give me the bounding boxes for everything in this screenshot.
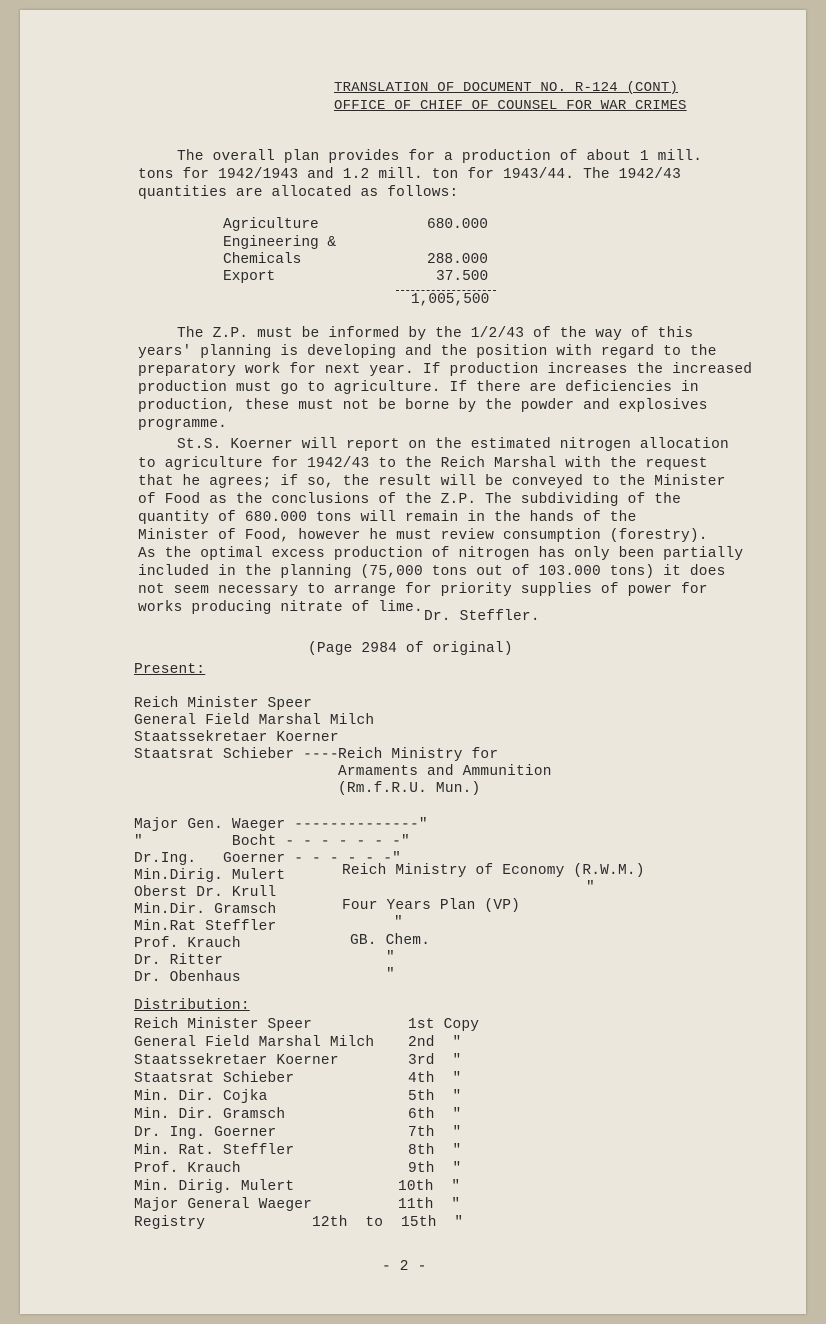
attendee: Prof. Krauch (134, 936, 241, 952)
allocation-label: Engineering & (223, 235, 337, 251)
para2-line: As the optimal excess production of nitrogen has only been partially (138, 546, 744, 562)
distribution-copy: 6th " (408, 1107, 462, 1123)
header-line-2: OFFICE OF CHIEF OF COUNSEL FOR WAR CRIMES (334, 98, 687, 114)
distribution-name: Min. Dirig. Mulert (134, 1179, 295, 1195)
para2-line: of Food as the conclusions of the Z.P. The subdividing of the (138, 492, 681, 508)
attendee: Major Gen. Waeger --------------" (134, 817, 428, 833)
distribution-copy: 3rd " (408, 1053, 462, 1069)
distribution-name: Prof. Krauch (134, 1161, 241, 1177)
attendee-org: Reich Ministry of Economy (R.W.M.) (342, 863, 645, 879)
attendee: Dr. Ritter (134, 953, 224, 969)
distribution-name: Dr. Ing. Goerner (134, 1125, 277, 1141)
page-note: (Page 2984 of original) (308, 641, 513, 657)
distribution-copy: 2nd " (408, 1035, 462, 1051)
para1-line: production must go to agriculture. If there are deficiencies in (138, 380, 699, 396)
attendee: " Bocht - - - - - - -" (134, 834, 410, 850)
distribution-copy: 10th " (398, 1179, 461, 1195)
distribution-name: Min. Dir. Gramsch (134, 1107, 286, 1123)
para2-line: works producing nitrate of lime. (138, 600, 423, 616)
present-heading: Present: (134, 662, 206, 678)
ministry-line: (Rm.f.R.U. Mun.) (338, 781, 481, 797)
allocation-value: 37.500 (436, 269, 489, 285)
allocation-total: 1,005,500 (411, 292, 490, 308)
ministry-line: Reich Ministry for (338, 747, 499, 763)
para1-line: programme. (138, 416, 228, 432)
para2-line: quantity of 680.000 tons will remain in the hands of the (138, 510, 637, 526)
distribution-name: Min. Dir. Cojka (134, 1089, 268, 1105)
allocation-value: 288.000 (427, 252, 488, 268)
distribution-name: Registry (134, 1215, 206, 1231)
attendee-org: Four Years Plan (VP) (342, 898, 521, 914)
distribution-copy: 12th to 15th " (312, 1215, 464, 1231)
attendee: Staatssekretaer Koerner (134, 730, 339, 746)
header-line-1: TRANSLATION OF DOCUMENT NO. R-124 (CONT) (334, 80, 679, 96)
distribution-name: Major General Waeger (134, 1197, 313, 1213)
intro-line-3: quantities are allocated as follows: (138, 185, 459, 201)
allocation-label: Chemicals (223, 252, 302, 268)
distribution-name: Staatsrat Schieber (134, 1071, 295, 1087)
distribution-copy: 5th " (408, 1089, 462, 1105)
attendee: Dr. Obenhaus (134, 970, 241, 986)
signature: Dr. Steffler. (424, 609, 540, 625)
allocation-value: 680.000 (427, 217, 488, 233)
distribution-name: Staatssekretaer Koerner (134, 1053, 339, 1069)
intro-line-1: The overall plan provides for a production of about 1 mill. (177, 149, 703, 165)
total-rule (396, 290, 496, 291)
distribution-copy: 1st Copy (408, 1017, 480, 1033)
para1-line: years' planning is developing and the position with regard to the (138, 344, 717, 360)
page-number: - 2 - (382, 1259, 427, 1275)
para1-line: production, these must not be borne by the powder and explosives (138, 398, 708, 414)
distribution-name: Min. Rat. Steffler (134, 1143, 295, 1159)
attendee: Min.Dir. Gramsch (134, 902, 277, 918)
attendee-org: " (586, 880, 595, 896)
allocation-label: Agriculture (223, 217, 319, 233)
para2-line: St.S. Koerner will report on the estimated nitrogen allocation (177, 437, 729, 453)
attendee: General Field Marshal Milch (134, 713, 375, 729)
attendee: Min.Dirig. Mulert (134, 868, 286, 884)
distribution-copy: 7th " (408, 1125, 462, 1141)
distribution-name: Reich Minister Speer (134, 1017, 313, 1033)
distribution-copy: 9th " (408, 1161, 462, 1177)
attendee-org: GB. Chem. (350, 933, 431, 949)
attendee-org: " (386, 950, 395, 966)
distribution-copy: 4th " (408, 1071, 462, 1087)
intro-line-2: tons for 1942/1943 and 1.2 mill. ton for 1943/44. The 1942/43 (138, 167, 681, 183)
attendee-org: " (394, 915, 403, 931)
para1-line: The Z.P. must be informed by the 1/2/43 of the way of this (177, 326, 694, 342)
attendee: Staatsrat Schieber ---- (134, 747, 339, 763)
para2-line: to agriculture for 1942/43 to the Reich Marshal with the request (138, 456, 708, 472)
distribution-heading: Distribution: (134, 998, 250, 1014)
para2-line: included in the planning (75,000 tons out of 103.000 tons) it does (138, 564, 726, 580)
attendee: Dr.Ing. Goerner - - - - - -" (134, 851, 402, 867)
allocation-label: Export (223, 269, 276, 285)
para2-line: Minister of Food, however he must review consumption (forestry). (138, 528, 708, 544)
attendee: Reich Minister Speer (134, 696, 313, 712)
para2-line: that he agrees; if so, the result will be conveyed to the Minister (138, 474, 726, 490)
attendee: Min.Rat Steffler (134, 919, 277, 935)
distribution-name: General Field Marshal Milch (134, 1035, 375, 1051)
attendee-org: " (386, 967, 395, 983)
distribution-copy: 8th " (408, 1143, 462, 1159)
para2-line: not seem necessary to arrange for priority supplies of power for (138, 582, 708, 598)
para1-line: preparatory work for next year. If production increases the increased (138, 362, 753, 378)
attendee: Oberst Dr. Krull (134, 885, 277, 901)
ministry-line: Armaments and Ammunition (338, 764, 552, 780)
distribution-copy: 11th " (398, 1197, 461, 1213)
document-page (20, 10, 806, 1314)
